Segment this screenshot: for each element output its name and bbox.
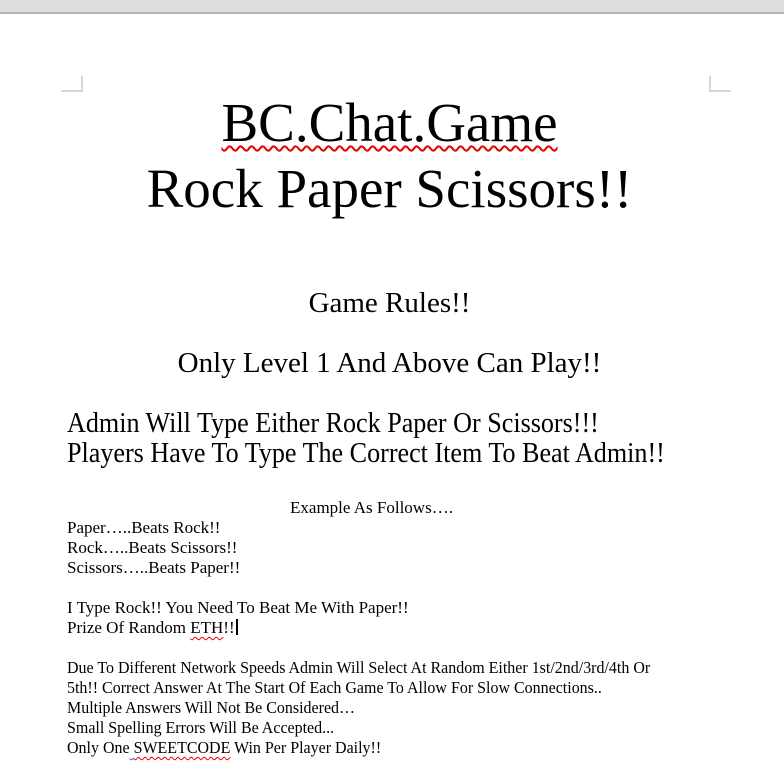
final-line-tail: Win Per Player Daily!! [230, 738, 382, 757]
network-paragraph-line-2[interactable]: 5th!! Correct Answer At The Start Of Each Game To Allow For Slow Connections.. [67, 678, 602, 697]
blank-line[interactable] [67, 468, 712, 498]
spellcheck-underlined-word-sweetcode[interactable]: SWEETCODE [133, 738, 231, 757]
prize-line[interactable] [67, 618, 712, 638]
heading-game-rules[interactable]: Game Rules!! [308, 287, 471, 319]
prize-punctuation: !! [223, 618, 235, 637]
final-line[interactable] [67, 738, 673, 758]
text-boundary-corner-top-right [709, 76, 731, 92]
network-paragraph-line-1[interactable]: Due To Different Network Speeds Admin Will Select At Random Either 1st/2nd/3rd/4th Or [67, 658, 651, 677]
blank-line[interactable] [67, 578, 712, 598]
text-cursor [236, 619, 238, 635]
admin-rule-line-1[interactable]: Admin Will Type Either Rock Paper Or Scissors!!! [67, 407, 599, 439]
network-paragraph-line-3[interactable]: Multiple Answers Will Not Be Considered… [67, 698, 356, 717]
blank-line[interactable] [67, 318, 712, 348]
blank-line[interactable] [67, 638, 712, 658]
spellcheck-underlined-word-eth[interactable]: ETH [190, 618, 224, 637]
prize-text: Prize Of Random [67, 618, 191, 637]
admin-rule-line-2[interactable]: Players Have To Type The Correct Item To Beat Admin!! [67, 437, 665, 469]
final-line-text: Only One [67, 738, 130, 757]
example-heading[interactable]: Example As Follows…. [290, 498, 453, 517]
example-item-scissors[interactable]: Scissors…..Beats Paper!! [67, 558, 241, 577]
spellcheck-underlined-title[interactable]: BC.Chat.Game [221, 92, 558, 153]
network-paragraph-line-4[interactable]: Small Spelling Errors Will Be Accepted... [67, 718, 335, 737]
blank-line[interactable] [67, 222, 712, 288]
title-line-1[interactable] [67, 90, 712, 156]
challenge-line[interactable]: I Type Rock!! You Need To Beat Me With Paper!! [67, 598, 409, 617]
title-line-2[interactable]: Rock Paper Scissors!! [146, 158, 633, 219]
document-content[interactable] [67, 90, 712, 758]
example-item-rock[interactable]: Rock…..Beats Scissors!! [67, 538, 238, 557]
example-item-paper[interactable]: Paper…..Beats Rock!! [67, 518, 221, 537]
document-page[interactable] [0, 14, 784, 781]
blank-line[interactable] [67, 378, 712, 408]
heading-level-requirement[interactable]: Only Level 1 And Above Can Play!! [177, 347, 602, 379]
toolbar-edge [0, 0, 784, 14]
